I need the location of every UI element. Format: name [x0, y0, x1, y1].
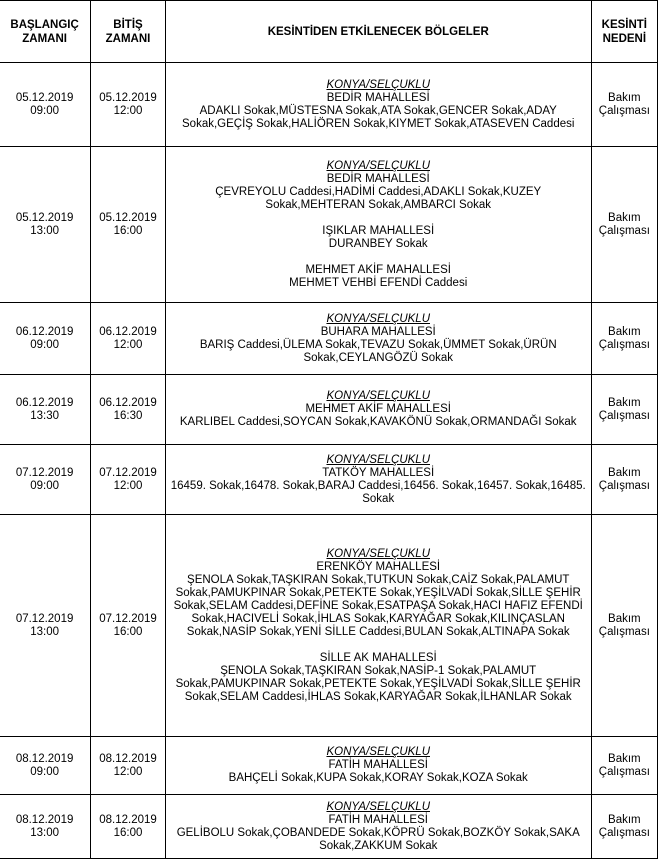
neighborhood-name: TATKÖY MAHALLESİ — [322, 466, 435, 479]
start-time-cell — [0, 375, 91, 445]
district-label: KONYA/SELÇUKLU — [326, 746, 430, 758]
district-label: KONYA/SELÇUKLU — [326, 453, 430, 466]
table-row — [0, 795, 658, 859]
neighborhood-group — [168, 814, 589, 853]
end-date: 08.12.2019 — [99, 813, 157, 826]
regions-cell — [165, 445, 591, 515]
start-time-cell — [0, 303, 91, 375]
start-time: 09:00 — [30, 338, 59, 351]
neighborhood-group — [168, 225, 589, 251]
reason-line1: Bakım — [608, 211, 641, 224]
header-regions: KESİNTİDEN ETKİLENECEK BÖLGELER — [165, 1, 591, 63]
neighborhood-group — [168, 652, 589, 704]
street-list: 16459. Sokak,16478. Sokak,BARAJ Caddesi,16456. Sokak,16457. Sokak,16485. Sokak — [170, 479, 586, 505]
header-end-line1: BİTİŞ — [113, 18, 143, 31]
end-time: 12:00 — [113, 765, 143, 778]
reason-line1: Bakım — [608, 325, 641, 338]
regions-cell — [165, 515, 591, 737]
end-time: 16:00 — [113, 625, 143, 638]
end-time: 16:30 — [113, 409, 143, 422]
reason-line1: Bakım — [608, 813, 641, 826]
reason-cell — [591, 515, 657, 737]
start-date: 07.12.2019 — [15, 466, 74, 479]
reason-cell — [591, 375, 657, 445]
neighborhood-group — [168, 326, 589, 365]
reason-line1: Bakım — [608, 612, 641, 625]
street-list: DURANBEY Sokak — [328, 237, 428, 250]
end-date: 06.12.2019 — [99, 396, 157, 409]
street-list: MEHMET VEHBİ EFENDİ Caddesi — [289, 276, 468, 289]
street-list: ÇEVREYOLU Caddesi,HADİMİ Caddesi,ADAKLI Sokak,KUZEY Sokak,MEHTERAN Sokak,AMBARCI Sokak — [215, 185, 542, 211]
header-reason — [591, 1, 657, 63]
neighborhood-group — [168, 92, 589, 131]
reason-cell — [591, 63, 657, 147]
reason-line1: Bakım — [608, 91, 641, 104]
end-date: 08.12.2019 — [99, 752, 157, 765]
street-list: KARLIBEL Caddesi,SOYCAN Sokak,KAVAKÖNÜ Sokak,ORMANDAĞI Sokak — [179, 416, 577, 428]
end-time-cell — [91, 515, 166, 737]
reason-line2: Çalışması — [598, 479, 650, 492]
end-time-cell — [91, 445, 166, 515]
street-list: ŞENOLA Sokak,TAŞKIRAN Sokak,NASİP-1 Sokak,PALAMUT Sokak,PAMUKPINAR Sokak,PETEKTE Sokak,YEŞİLVADİ Sokak,SİLLE ŞEHİR Sokak,SELAM Caddesi,İHLAS Sokak,KARYAĞAR Sokak,İLHANLAR Sokak — [175, 664, 581, 703]
start-time: 13:30 — [30, 409, 59, 422]
table-row — [0, 303, 658, 375]
street-list: GELİBOLU Sokak,ÇOBANDEDE Sokak,KÖPRÜ Sokak,BOZKÖY Sokak,SAKA Sokak,ZAKKUM Sokak — [176, 826, 580, 852]
table-header-row — [0, 1, 658, 63]
start-date: 05.12.2019 — [15, 91, 74, 104]
start-date: 08.12.2019 — [15, 752, 74, 765]
header-start-line1: BAŞLANGIÇ — [10, 18, 79, 31]
end-date: 05.12.2019 — [99, 91, 157, 104]
start-time-cell — [0, 737, 91, 795]
end-time-cell — [91, 303, 166, 375]
neighborhood-group — [168, 403, 589, 429]
end-time: 12:00 — [113, 479, 143, 492]
reason-cell — [591, 445, 657, 515]
neighborhood-group — [168, 264, 589, 290]
neighborhood-name: ERENKÖY MAHALLESİ — [316, 560, 441, 573]
end-time: 16:00 — [113, 224, 143, 237]
regions-cell — [165, 375, 591, 445]
street-list: BARIŞ Caddesi,ÜLEMA Sokak,TEVAZU Sokak,ÜMMET Sokak,ÜRÜN Sokak,CEYLANGÖZÜ Sokak — [199, 338, 557, 364]
header-reason-line1: KESİNTİ — [601, 18, 648, 31]
header-reason-line2: NEDENİ — [602, 32, 647, 45]
start-time-cell — [0, 63, 91, 147]
regions-cell — [165, 303, 591, 375]
end-date: 05.12.2019 — [99, 211, 157, 224]
end-time-cell — [91, 737, 166, 795]
header-start-line2: ZAMANI — [22, 32, 67, 45]
table-row — [0, 375, 658, 445]
neighborhood-group — [168, 759, 589, 785]
end-time-cell — [91, 375, 166, 445]
neighborhood-name: BUHARA MAHALLESİ — [320, 325, 436, 338]
neighborhood-group — [168, 173, 589, 212]
neighborhood-name: IŞIKLAR MAHALLESİ — [322, 224, 435, 237]
end-date: 06.12.2019 — [99, 325, 157, 338]
start-time: 09:00 — [30, 479, 59, 492]
end-date: 07.12.2019 — [99, 612, 157, 625]
reason-line2: Çalışması — [598, 224, 650, 237]
street-list: ADAKLI Sokak,MÜSTESNA Sokak,ATA Sokak,GENCER Sokak,ADAY Sokak,GEÇİŞ Sokak,HALİÖREN Sokak,KIYMET Sokak,ATASEVEN Caddesi — [182, 104, 575, 130]
reason-cell — [591, 303, 657, 375]
start-time-cell — [0, 515, 91, 737]
neighborhood-name: SİLLE AK MAHALLESİ — [319, 651, 437, 664]
reason-line1: Bakım — [608, 752, 641, 765]
start-time: 13:00 — [30, 826, 59, 839]
start-date: 06.12.2019 — [15, 325, 74, 338]
reason-line1: Bakım — [608, 466, 641, 479]
end-time-cell — [91, 63, 166, 147]
reason-line2: Çalışması — [598, 765, 650, 778]
table-row — [0, 737, 658, 795]
neighborhood-name: BEDİR MAHALLESİ — [326, 91, 430, 104]
header-start-time — [0, 1, 91, 63]
start-time: 13:00 — [30, 224, 59, 237]
end-time-cell — [91, 795, 166, 859]
reason-line2: Çalışması — [598, 826, 650, 839]
neighborhood-name: MEHMET AKİF MAHALLESİ — [305, 263, 451, 276]
neighborhood-name: MEHMET AKİF MAHALLESİ — [305, 403, 451, 415]
reason-line2: Çalışması — [598, 409, 650, 422]
regions-cell — [165, 63, 591, 147]
end-time: 16:00 — [113, 826, 143, 839]
reason-cell — [591, 147, 657, 303]
street-list: BAHÇELİ Sokak,KUPA Sokak,KORAY Sokak,KOZA Sokak — [228, 772, 528, 784]
start-date: 08.12.2019 — [15, 813, 74, 826]
district-label: KONYA/SELÇUKLU — [326, 800, 430, 813]
table-row — [0, 515, 658, 737]
district-label: KONYA/SELÇUKLU — [326, 78, 430, 91]
start-date: 05.12.2019 — [15, 211, 74, 224]
neighborhood-name: FATİH MAHALLESİ — [328, 759, 428, 771]
start-time-cell — [0, 795, 91, 859]
table-row — [0, 147, 658, 303]
start-time: 13:00 — [30, 625, 59, 638]
end-time-cell — [91, 147, 166, 303]
regions-cell — [165, 737, 591, 795]
start-date: 06.12.2019 — [15, 396, 74, 409]
end-time: 12:00 — [113, 104, 143, 117]
start-time-cell — [0, 445, 91, 515]
table-row — [0, 63, 658, 147]
start-time: 09:00 — [30, 765, 59, 778]
reason-line2: Çalışması — [598, 625, 650, 638]
end-time: 12:00 — [113, 338, 143, 351]
start-date: 07.12.2019 — [15, 612, 74, 625]
district-label: KONYA/SELÇUKLU — [326, 547, 430, 560]
header-end-line2: ZAMANI — [105, 32, 151, 45]
regions-cell — [165, 147, 591, 303]
reason-cell — [591, 737, 657, 795]
district-label: KONYA/SELÇUKLU — [326, 390, 430, 402]
district-label: KONYA/SELÇUKLU — [326, 312, 430, 325]
reason-line1: Bakım — [608, 396, 641, 409]
neighborhood-group — [168, 561, 589, 639]
reason-cell — [591, 795, 657, 859]
district-label: KONYA/SELÇUKLU — [326, 159, 430, 172]
table-row — [0, 445, 658, 515]
neighborhood-group — [168, 467, 589, 506]
start-time-cell — [0, 147, 91, 303]
neighborhood-name: BEDİR MAHALLESİ — [326, 172, 430, 185]
start-time: 09:00 — [30, 104, 59, 117]
end-date: 07.12.2019 — [99, 466, 157, 479]
reason-line2: Çalışması — [598, 104, 650, 117]
reason-line2: Çalışması — [598, 338, 650, 351]
regions-cell — [165, 795, 591, 859]
neighborhood-name: FATİH MAHALLESİ — [328, 813, 428, 826]
header-end-time — [91, 1, 166, 63]
street-list: ŞENOLA Sokak,TAŞKIRAN Sokak,TUTKUN Sokak,CAİZ Sokak,PALAMUT Sokak,PAMUKPINAR Sokak,PETEKTE Sokak,YEŞİLVADİ Sokak,SİLLE ŞEHİR Sokak,SELAM Caddesi,DEFİNE Sokak,ESATPAŞA Sokak,HACI HAFIZ EFENDİ Sokak,HACIVELİ Sokak,İHLAS Sokak,KARYAĞAR Sokak,KILINÇASLAN Sokak,NASİP Sokak,YENİ SİLLE Caddesi,BULAN Sokak,ALTINAPA Sokak — [173, 573, 583, 638]
